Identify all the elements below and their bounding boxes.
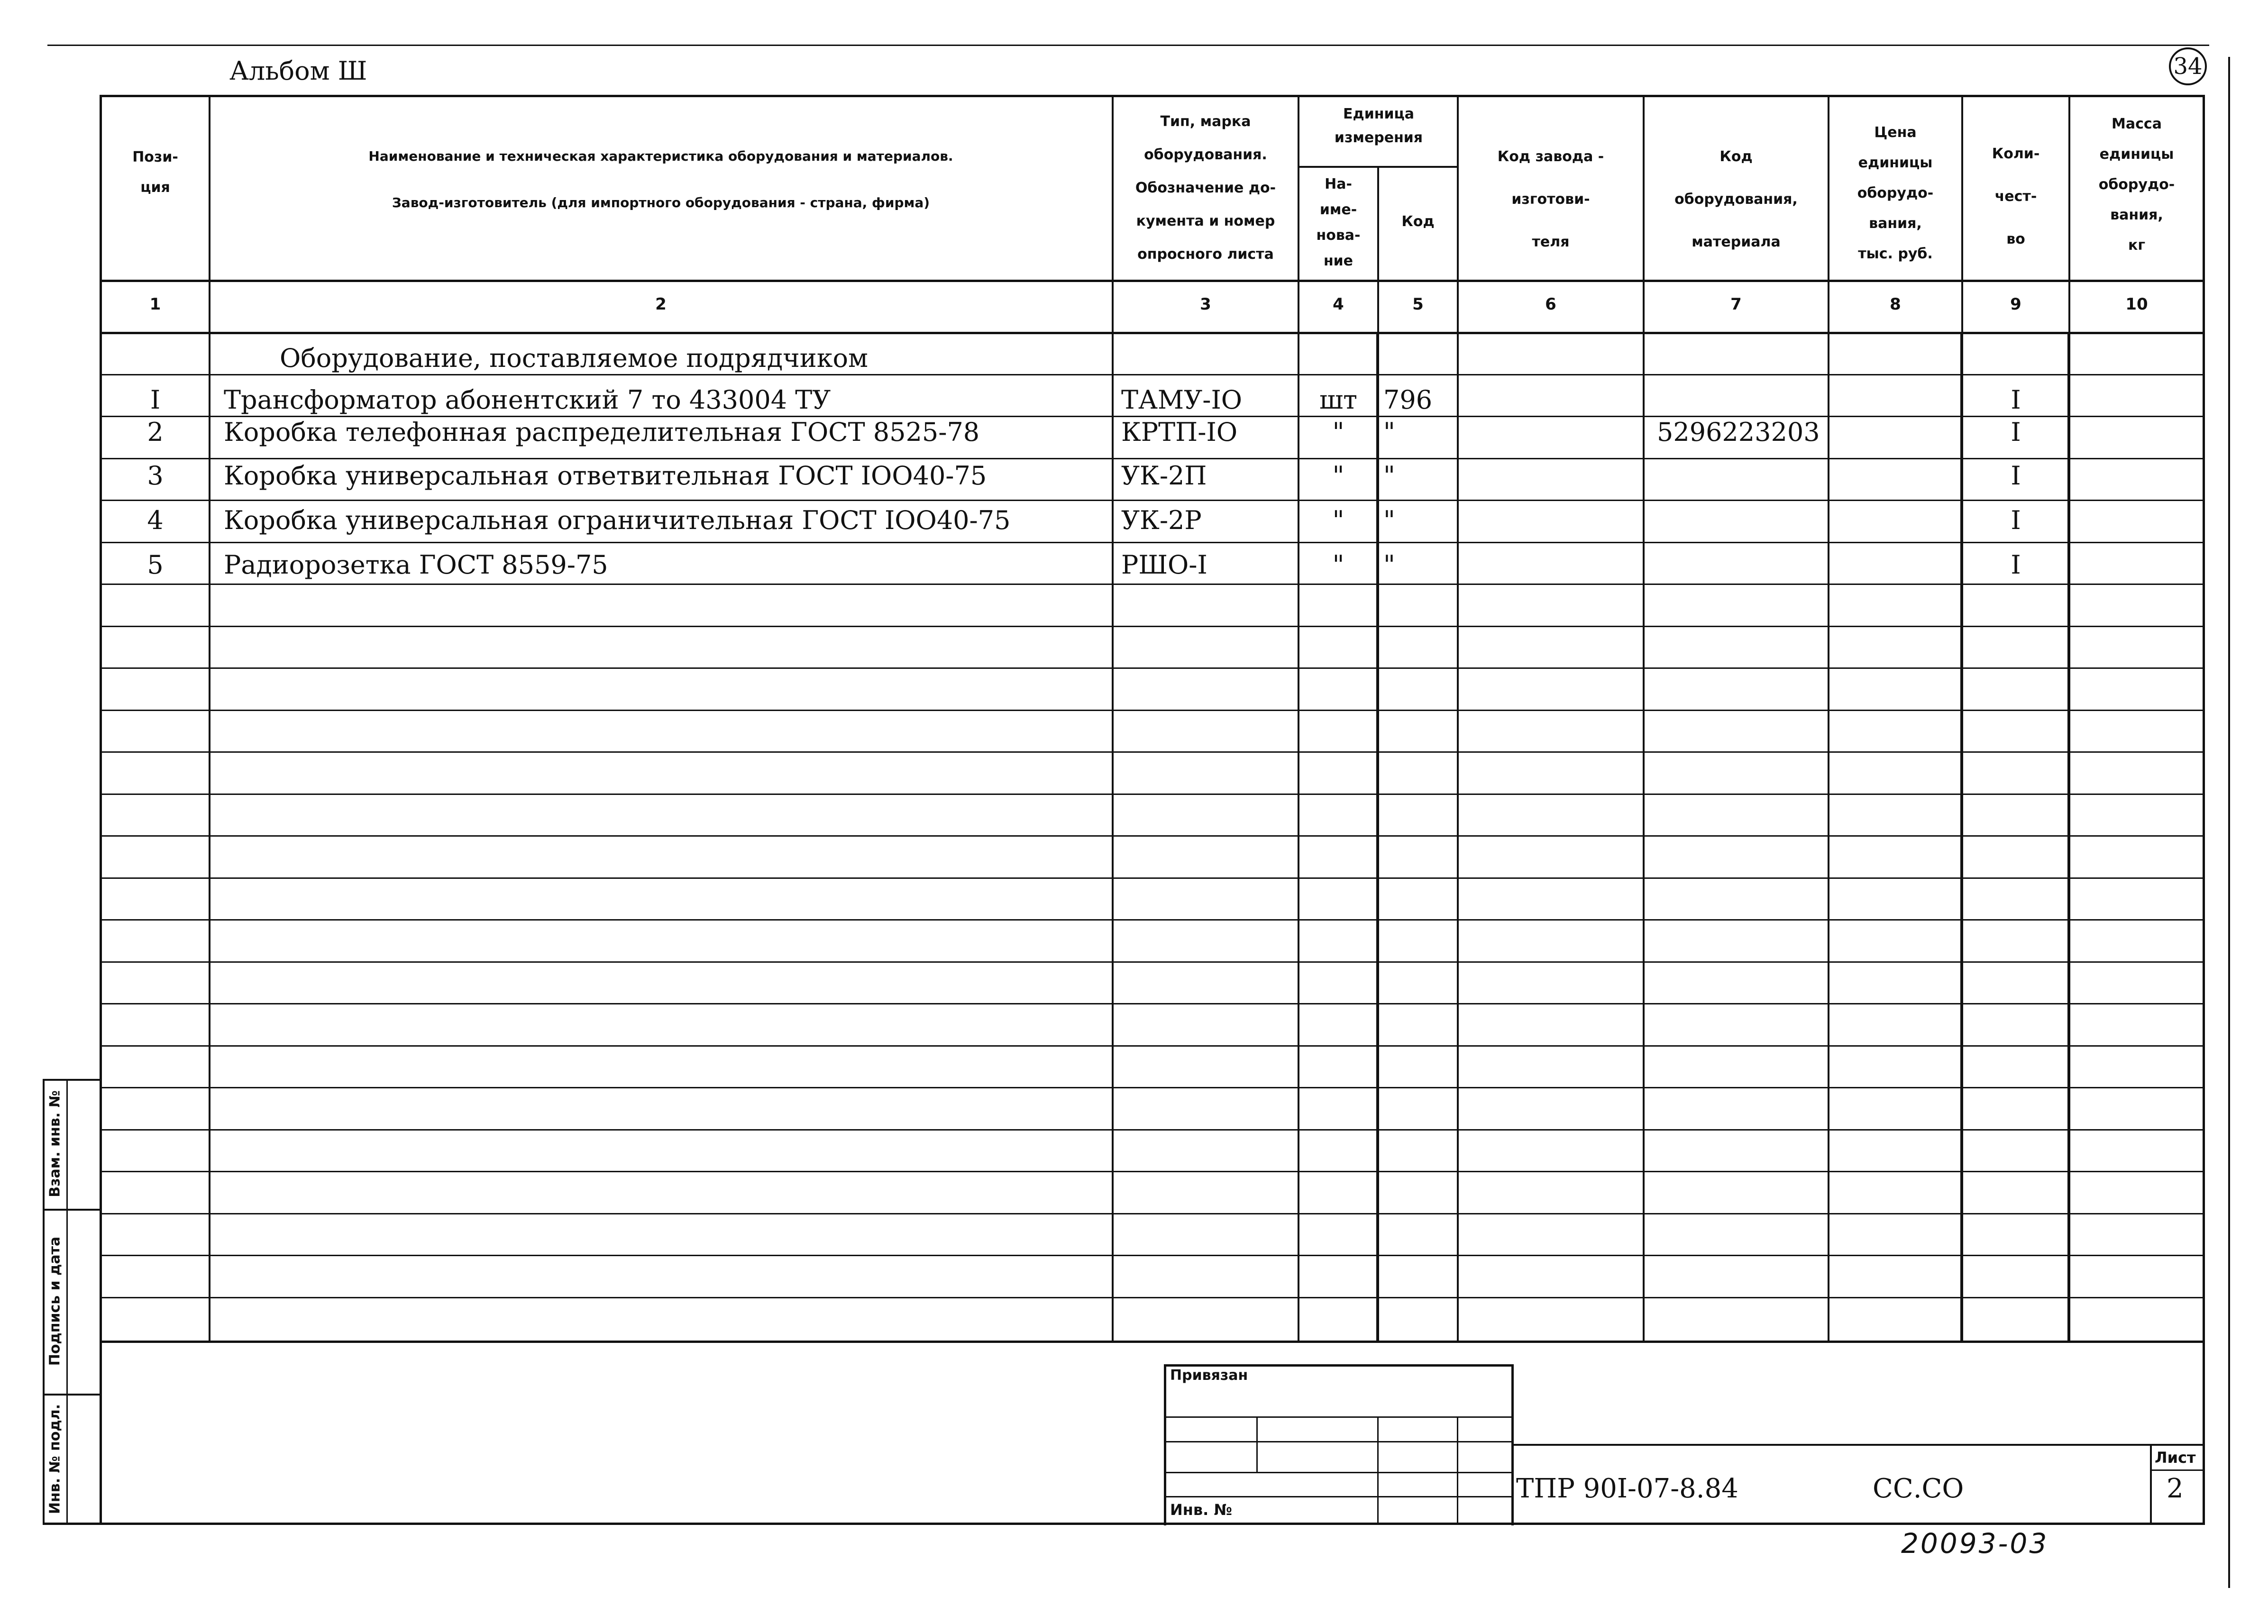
colnum-8: 8 [1890,295,1901,314]
col-sep-2 [1112,95,1114,1341]
stamp-privyazan: Привязан [1170,1367,1248,1384]
row-type: УК-2П [1121,461,1207,491]
row-type: УК-2Р [1121,505,1202,535]
row-position: 2 [147,417,164,447]
stamp-col-3 [1457,1416,1458,1524]
handwritten-number: 20093-03 [1901,1527,2049,1560]
stamp-col-2 [1377,1416,1379,1524]
section-title: Оборудование, поставляемое подрядчиком [280,343,869,373]
row-name: Трансформатор абонентский 7 то 433004 ТУ [224,385,831,415]
row-unit: " [1332,505,1344,535]
stamp-row-4 [1164,1496,1512,1497]
right-margin-line [2228,57,2230,1588]
row-qty: I [2011,385,2021,415]
table-colnum-bottom [100,332,2204,334]
side-stamp-top [43,1079,102,1081]
row-unit-code: 796 [1383,385,1433,415]
side-label-inv: Инв. № подл. [46,1404,64,1515]
stamp-col-1 [1256,1416,1258,1472]
row-unit: " [1332,550,1344,580]
row-line [102,919,2203,921]
row-line [102,374,2203,375]
colnum-7: 7 [1730,295,1742,314]
row-position: 5 [147,550,164,580]
row-line [102,751,2203,753]
col-sep-3 [1298,95,1299,1341]
row-line [102,542,2203,543]
colnum-9: 9 [2010,295,2021,314]
album-title: Альбом Ш [229,56,367,86]
doc-code: ТПР 90I-07-8.84 [1516,1473,1738,1504]
side-stamp-sep1 [43,1209,102,1211]
row-type: КРТП-IO [1121,417,1238,447]
header-unit: Единица измерения [1334,106,1423,146]
row-line [102,667,2203,669]
side-stamp-left [43,1079,45,1524]
stamp-row-3 [1164,1472,1512,1473]
page-number-badge: 34 [2169,47,2207,85]
frame-bottom [43,1523,2204,1525]
row-line [102,584,2203,585]
header-factory-code: Код завода - изготови- теля [1497,148,1604,250]
side-stamp-sep2 [43,1394,102,1396]
row-line [102,626,2203,627]
row-line [102,1171,2203,1172]
colnum-10: 10 [2125,295,2148,314]
row-unit-code: " [1383,461,1395,491]
row-line [102,835,2203,837]
colnum-5: 5 [1412,295,1424,314]
header-position: Пози- ция [132,149,178,196]
sheet-label: Лист [2155,1449,2196,1467]
row-line [102,961,2203,963]
row-name: Коробка телефонная распределительная ГОСТ 8525-78 [224,417,980,447]
row-unit: шт [1319,385,1358,415]
row-line [102,1045,2203,1047]
row-position: 3 [147,461,164,491]
stamp-row-2 [1164,1441,1512,1442]
col-sep-6 [1643,95,1645,1341]
table-header-bottom [100,280,2204,282]
row-position: I [150,385,161,415]
header-name-2: Завод-изготовитель (для импортного оборудования - страна, фирма) [392,195,930,210]
header-qty: Коли- чест- во [1992,146,2040,247]
row-name: Коробка универсальная ограничительная ГОСТ IOO40-75 [224,505,1011,535]
row-unit-code: " [1383,417,1395,447]
header-mass: Масса единицы оборудо- вания, кг [2098,116,2175,254]
sheet-box-sep [2150,1469,2204,1471]
col-sep-7 [1828,95,1829,1341]
top-dash-line [47,45,2209,46]
header-type: Тип, марка оборудования. Обозначение до- кумента и номер опросного листа [1135,113,1276,263]
col-sep-1 [209,95,210,1341]
row-qty: I [2011,461,2021,491]
row-line [102,877,2203,879]
side-label-vzam: Взам. инв. № [46,1090,64,1197]
row-equip-code: 5296223203 [1657,417,1820,447]
row-line [102,794,2203,795]
stamp-outer-left [1164,1364,1166,1525]
stamp-row-1 [1164,1416,1512,1418]
row-qty: I [2011,417,2021,447]
row-line [102,710,2203,711]
col-sep-5 [1457,95,1459,1341]
side-stamp-mid [66,1079,68,1524]
colnum-4: 4 [1333,295,1344,314]
row-line [102,1003,2203,1004]
row-unit-code: " [1383,505,1395,535]
unit-subheader-line [1298,166,1459,168]
row-unit-code: " [1383,550,1395,580]
colnum-3: 3 [1200,295,1211,314]
sheet-number: 2 [2167,1473,2184,1504]
header-name: Наименование и техническая характеристика оборудования и материалов. [368,148,953,164]
header-unit-name: На- име- нова- ние [1316,176,1361,269]
header-price: Цена единицы оборудо- вания, тыс. руб. [1857,124,1934,262]
header-equip-code: Код оборудования, материала [1674,148,1798,250]
row-qty: I [2011,505,2021,535]
row-type: ТАМУ-IO [1121,385,1243,415]
row-qty: I [2011,550,2021,580]
sheet-box-left [2150,1444,2152,1524]
row-line [102,1213,2203,1214]
row-unit: " [1332,417,1344,447]
row-unit: " [1332,461,1344,491]
table-body-bottom [100,1341,2204,1343]
colnum-6: 6 [1545,295,1556,314]
row-type: РШО-I [1121,550,1207,580]
header-unit-code: Код [1401,213,1435,230]
row-line [102,1297,2203,1298]
stamp-outer-top [1164,1364,1512,1367]
row-line [102,1255,2203,1256]
title-block-top [1512,1444,2204,1446]
row-line [102,1087,2203,1088]
stamp-inv-no: Инв. № [1170,1501,1232,1519]
doc-suffix: СС.СО [1873,1473,1964,1504]
row-name: Радиорозетка ГОСТ 8559-75 [224,550,608,580]
row-line [102,500,2203,501]
side-label-podpis: Подпись и дата [46,1236,64,1366]
row-line [102,1129,2203,1131]
colnum-1: 1 [149,295,161,314]
row-position: 4 [147,505,164,535]
table-top-border [100,95,2204,97]
row-line [102,458,2203,459]
colnum-2: 2 [655,295,667,314]
row-name: Коробка универсальная ответвительная ГОСТ IOO40-75 [224,461,987,491]
